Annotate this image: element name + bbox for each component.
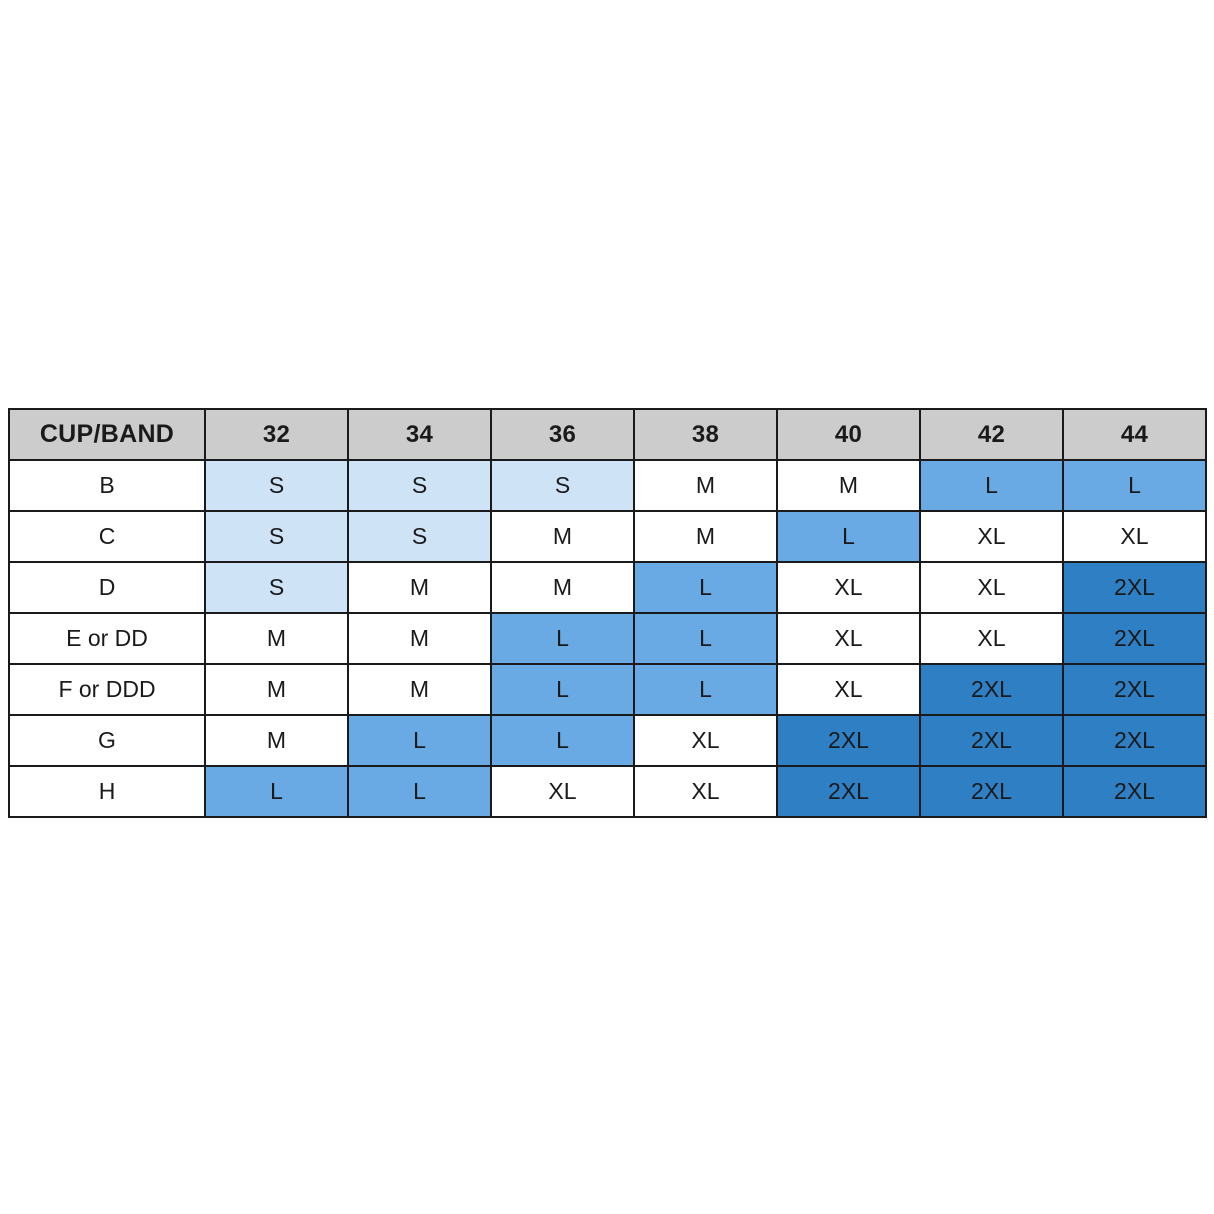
size-cell: L — [1063, 460, 1206, 511]
size-cell: S — [205, 562, 348, 613]
size-chart-container — [8, 408, 1206, 818]
size-cell: M — [205, 613, 348, 664]
size-cell: S — [348, 511, 491, 562]
header-band-44: 44 — [1063, 409, 1206, 460]
table-row — [9, 715, 1206, 766]
header-band-34: 34 — [348, 409, 491, 460]
size-cell: M — [777, 460, 920, 511]
size-cell: XL — [634, 715, 777, 766]
size-cell: S — [348, 460, 491, 511]
size-cell: L — [491, 715, 634, 766]
size-cell: S — [491, 460, 634, 511]
row-label-cup: E or DD — [9, 613, 205, 664]
size-cell: XL — [777, 562, 920, 613]
size-cell: L — [491, 613, 634, 664]
size-cell: XL — [634, 766, 777, 817]
size-cell: L — [348, 715, 491, 766]
size-cell: XL — [920, 562, 1063, 613]
table-header — [9, 409, 1206, 460]
size-cell: L — [634, 613, 777, 664]
size-cell: 2XL — [777, 715, 920, 766]
size-cell: 2XL — [920, 715, 1063, 766]
size-cell: M — [634, 460, 777, 511]
table-row — [9, 460, 1206, 511]
size-cell: 2XL — [1063, 715, 1206, 766]
size-cell: L — [920, 460, 1063, 511]
header-band-42: 42 — [920, 409, 1063, 460]
size-cell: 2XL — [1063, 766, 1206, 817]
row-label-cup: C — [9, 511, 205, 562]
size-cell: L — [491, 664, 634, 715]
header-cup-band: CUP/BAND — [9, 409, 205, 460]
size-cell: M — [491, 562, 634, 613]
size-cell: 2XL — [1063, 664, 1206, 715]
size-chart-table — [8, 408, 1207, 818]
row-label-cup: B — [9, 460, 205, 511]
table-row — [9, 511, 1206, 562]
size-cell: M — [205, 664, 348, 715]
size-cell: L — [348, 766, 491, 817]
size-cell: M — [491, 511, 634, 562]
size-cell: L — [634, 562, 777, 613]
size-cell: 2XL — [777, 766, 920, 817]
row-label-cup: G — [9, 715, 205, 766]
size-cell: 2XL — [1063, 562, 1206, 613]
size-cell: M — [348, 664, 491, 715]
header-row — [9, 409, 1206, 460]
size-cell: XL — [920, 613, 1063, 664]
size-cell: M — [348, 562, 491, 613]
header-band-38: 38 — [634, 409, 777, 460]
size-cell: M — [634, 511, 777, 562]
size-cell: L — [777, 511, 920, 562]
size-cell: XL — [777, 613, 920, 664]
size-cell: XL — [920, 511, 1063, 562]
size-cell: L — [634, 664, 777, 715]
row-label-cup: F or DDD — [9, 664, 205, 715]
table-row — [9, 664, 1206, 715]
table-body — [9, 460, 1206, 817]
size-cell: M — [205, 715, 348, 766]
table-row — [9, 613, 1206, 664]
header-band-36: 36 — [491, 409, 634, 460]
header-band-40: 40 — [777, 409, 920, 460]
header-band-32: 32 — [205, 409, 348, 460]
row-label-cup: D — [9, 562, 205, 613]
size-cell: L — [205, 766, 348, 817]
row-label-cup: H — [9, 766, 205, 817]
size-cell: M — [348, 613, 491, 664]
size-cell: S — [205, 511, 348, 562]
size-cell: 2XL — [920, 664, 1063, 715]
table-row — [9, 562, 1206, 613]
size-cell: S — [205, 460, 348, 511]
size-cell: 2XL — [920, 766, 1063, 817]
size-cell: XL — [1063, 511, 1206, 562]
size-cell: XL — [491, 766, 634, 817]
size-cell: XL — [777, 664, 920, 715]
size-cell: 2XL — [1063, 613, 1206, 664]
table-row — [9, 766, 1206, 817]
